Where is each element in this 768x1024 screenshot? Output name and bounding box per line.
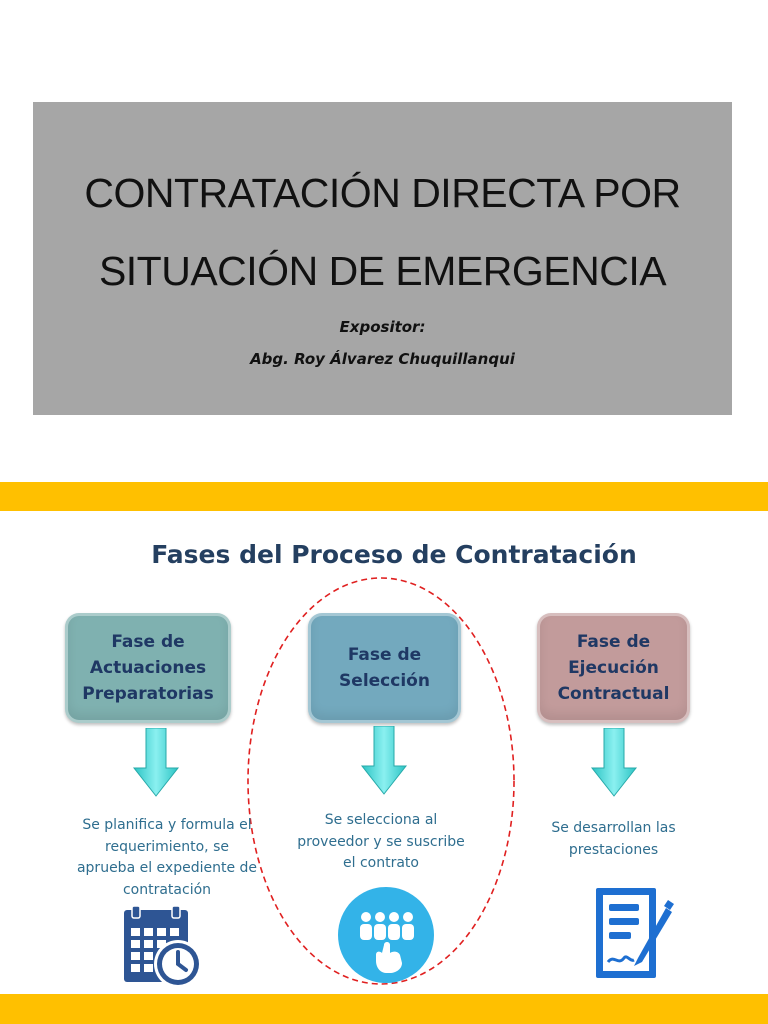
- phase-box-preparatorias: [65, 613, 231, 723]
- phase-label-ejecucion: Fase de Ejecución Contractual: [557, 632, 670, 704]
- contract-signing-icon: [594, 884, 676, 982]
- down-arrow-icon: [590, 728, 638, 798]
- down-arrow-icon: [132, 728, 180, 798]
- presenter-name: Abg. Roy Álvarez Chuquillanqui: [250, 350, 515, 368]
- top-yellow-band: [0, 482, 768, 511]
- presenter-label: Expositor:: [339, 318, 426, 336]
- phase-label-preparatorias: Fase de Actuaciones Preparatorias: [82, 632, 214, 704]
- phase-description-seleccion: Se selecciona al proveedor y se suscribe el contrato: [297, 812, 465, 871]
- title-line-2: SITUACIÓN DE EMERGENCIA: [98, 248, 667, 294]
- phase-description-preparatorias: Se planifica y formula el requerimiento, se aprueba el expediente de contratación: [76, 817, 258, 898]
- down-arrow-icon: [360, 726, 408, 796]
- phase-box-seleccion: [308, 613, 461, 723]
- bottom-yellow-band: [0, 994, 768, 1024]
- phase-label-seleccion: Fase de Selección: [339, 645, 430, 691]
- title-box: [33, 102, 732, 415]
- diagram-title: Fases del Proceso de Contratación: [151, 540, 637, 569]
- title-line-1: CONTRATACIÓN DIRECTA POR: [84, 170, 681, 216]
- calendar-clock-icon: [122, 906, 204, 990]
- phase-box-ejecucion: [537, 613, 690, 723]
- phase-description-ejecucion: Se desarrollan las prestaciones: [551, 820, 676, 858]
- people-selection-icon: [336, 885, 436, 985]
